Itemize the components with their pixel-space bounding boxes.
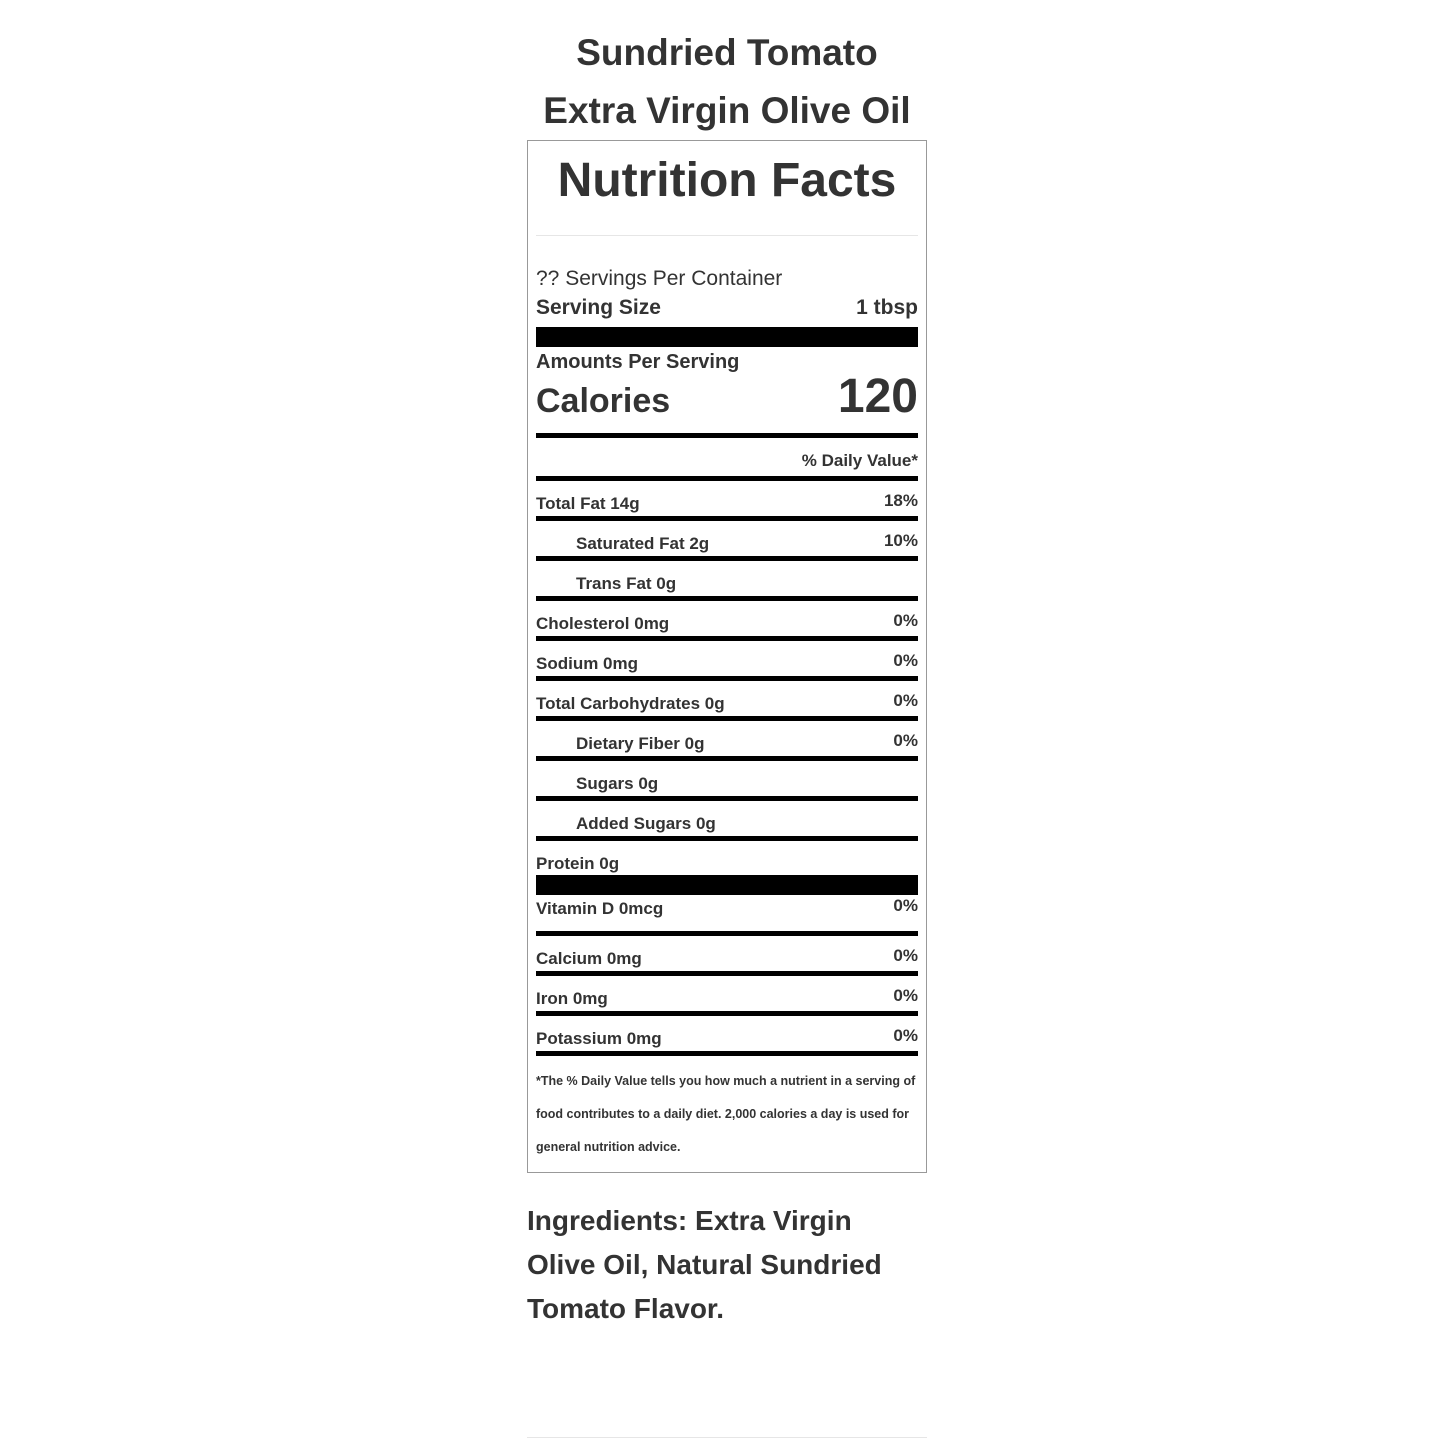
nutrient-row-sodium: [536, 636, 918, 676]
calories-row: [536, 371, 918, 423]
vitamin-name: Vitamin D 0mcg: [536, 899, 664, 918]
serving-size-row: [536, 294, 918, 322]
vitamin-daily-value: 0%: [893, 986, 918, 1005]
nutrient-row-total-carbohydrates: [536, 676, 918, 716]
nutrient-row-added-sugars: [536, 796, 918, 836]
product-title: [527, 24, 927, 140]
nutrient-name: Dietary Fiber 0g: [576, 734, 705, 753]
nutrient-daily-value: 0%: [893, 691, 918, 710]
nutrient-row-dietary-fiber: [536, 716, 918, 756]
nutrient-daily-value: 0%: [893, 611, 918, 630]
nutrient-row-cholesterol: [536, 596, 918, 636]
nutrient-daily-value: 10%: [883, 531, 918, 550]
daily-value-header: % Daily Value*: [801, 451, 918, 470]
thick-divider: [536, 327, 918, 347]
vitamin-name: Calcium 0mg: [536, 949, 642, 968]
bottom-divider: [527, 1437, 927, 1438]
nutrient-row-protein: [536, 836, 918, 876]
nutrient-row-trans-fat: [536, 556, 918, 596]
vitamin-name: Iron 0mg: [536, 989, 608, 1008]
vitamin-row-potassium: [536, 1011, 918, 1051]
nutrient-name: Sugars 0g: [576, 774, 659, 793]
amounts-per-serving: Amounts Per Serving: [536, 351, 740, 373]
vitamin-name: Potassium 0mg: [536, 1029, 662, 1048]
nutrient-name: Added Sugars 0g: [576, 814, 716, 833]
nutrient-name: Saturated Fat 2g: [576, 534, 710, 553]
nutrient-name: Sodium 0mg: [536, 654, 639, 673]
serving-size-label: Serving Size: [536, 296, 661, 319]
servings-per-container: ?? Servings Per Container: [536, 267, 783, 290]
vitamin-daily-value: 0%: [893, 1026, 918, 1045]
vitamin-row-vitamin-d: [536, 895, 918, 931]
nutrient-name: Trans Fat 0g: [576, 574, 677, 593]
vitamin-row-calcium: [536, 931, 918, 971]
nutrient-row-sugars: [536, 756, 918, 796]
nutrient-daily-value: 18%: [883, 491, 918, 510]
nutrient-name: Total Carbohydrates 0g: [536, 694, 725, 713]
nutrient-daily-value: 0%: [893, 731, 918, 750]
nutrient-name: Total Fat 14g: [536, 494, 640, 513]
nutrient-name: Protein 0g: [536, 854, 620, 873]
nutrient-name: Cholesterol 0mg: [536, 614, 670, 633]
vitamin-row-iron: [536, 971, 918, 1011]
calories-label: Calories: [536, 382, 671, 420]
nutrient-daily-value: 0%: [893, 651, 918, 670]
product-title-line-2: Extra Virgin Olive Oil: [543, 90, 911, 131]
calories-value: 120: [837, 370, 918, 423]
vitamin-daily-value: 0%: [893, 946, 918, 965]
vitamin-daily-value: 0%: [893, 896, 918, 915]
ingredients-text: Ingredients: Extra Virgin Olive Oil, Natural Sundried Tomato Flavor.: [527, 1205, 882, 1324]
nutrition-facts-heading: Nutrition Facts: [536, 141, 918, 236]
nutrition-panel: [527, 24, 927, 1331]
thick-divider: [536, 875, 918, 895]
nutrient-row-total-fat: [536, 476, 918, 516]
nutrient-row-saturated-fat: [536, 516, 918, 556]
daily-value-footnote: *The % Daily Value tells you how much a nutrient in a serving of food contributes to a daily diet. 2,000 calories a day is used for general nutrition advice.: [536, 1074, 916, 1154]
nutrition-facts-label: [527, 140, 927, 1173]
serving-size-value: 1 tbsp: [856, 296, 918, 319]
product-title-line-1: Sundried Tomato: [576, 32, 878, 73]
